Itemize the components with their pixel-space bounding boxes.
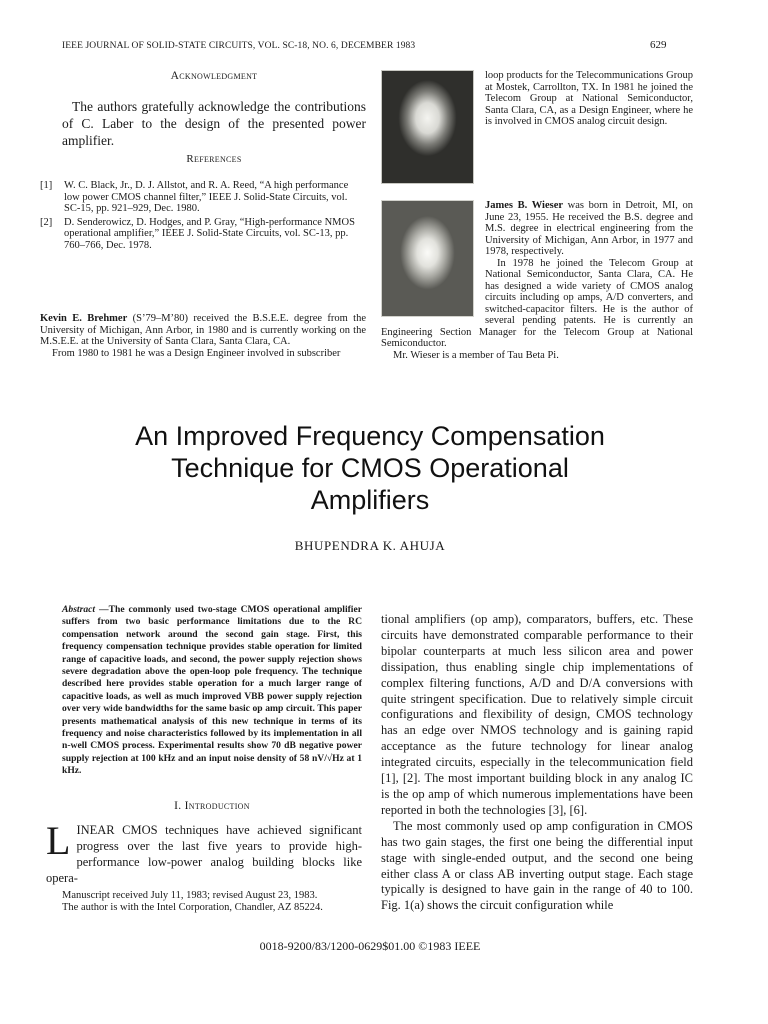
title-line: An Improved Frequency Compensation [135,421,605,451]
body-paragraph: tional amplifiers (op amp), comparators, buffers, etc. These circuits have demonstrated comparable performance to their bipolar counterparts at much less silicon area and power dissipation, thus enabling single chip implementations of complex filtering functions, A/D and D/A conversions with quite stringent specification. Due to relatively simple circuit configurations and flexibility of design, CMOS technology has an edge over NMOS technology and is gaining rapid acceptance as the future technology for linear analog integrated circuits, especially in the telecommunication field [1], [2]. The most important building block in any analog IC is the op amp of which numerous implementations have been reported in both the technologies [3], [6]. [381,612,693,817]
title-line: Amplifiers [310,485,430,515]
author-photo-brehmer [381,70,474,184]
bio-text: was born in Detroit, MI, on June 23, 1955. He received the B.S. degree and M.S. degree in electrical engineering from the University of Michigan, Ann Arbor, in 1977 and 1978, respectively. [485,200,693,257]
references-list [40,180,366,253]
introduction-heading: I. Introduction [174,800,250,812]
body-paragraph: The most commonly used op amp configuration in CMOS has two gain stages, the first one being the differential input stage with single-ended output, and the second one being either class A or class AB inverting output stage. Each stage typically is designed to have gain in the range of 40 to 100. Fig. 1(a) shows the circuit configuration while [381,818,693,913]
acknowledgment-text: The authors gratefully acknowledge the contributions of C. Laber to the design of the presented power amplifier. [62,99,366,148]
bio-author-name: Kevin E. Brehmer [40,313,128,324]
reference-item [40,217,366,252]
footnote [62,890,362,913]
acknowledgment-heading: Acknowledgment [170,70,258,82]
abstract-label: Abstract [62,604,96,615]
copyright-line: 0018-9200/83/1200-0629$01.00 ©1983 IEEE [259,939,481,953]
photo-wrap-spacer [381,200,485,322]
bio-text-membership: Mr. Wieser is a member of Tau Beta Pi. [393,349,559,361]
footnote-received: Manuscript received July 11, 1983; revised August 23, 1983. [62,890,318,901]
bio-text-continued: From 1980 to 1981 he was a Design Engineer involved in subscriber [52,347,341,359]
title-line: Technique for CMOS Operational [171,453,569,483]
drop-cap: L [46,818,71,863]
reference-text: W. C. Black, Jr., D. J. Allstot, and R. A. Reed, “A high performance low power CMOS channel filter,” IEEE J. Solid-State Circuits, vol. SC-15, pp. 921–929, Dec. 1980. [64,180,349,214]
running-header: IEEE JOURNAL OF SOLID-STATE CIRCUITS, VOL. SC-18, NO. 6, DECEMBER 1983 [62,41,416,51]
reference-number: [2] [40,216,53,228]
right-column-text [381,612,693,914]
bio-brehmer-continuation: loop products for the Telecommunications Group at Mostek, Carrollton, TX. In 1981 he joined the Telecom Group at National Semiconductor, Santa Clara, CA, as a Design Engineer, where he is involved in CMOS analog circuit design. [485,70,693,127]
reference-text: D. Senderowicz, D. Hodges, and P. Gray, “High-performance NMOS operational amplifier,” IEEE J. Solid-State Circuits, vol. SC-13, pp. 760–766, Dec. 1978. [64,216,355,251]
references-heading: References [186,153,242,165]
article-author: BHUPENDRA K. AHUJA [294,538,446,553]
page-number: 629 [650,39,667,51]
reference-number: [1] [40,180,53,191]
article-title [40,420,700,516]
bio-text: (S’79–M’80) received the B.S.E.E. degree from the University of Michigan, Ann Arbor, in 1980 and is currently working on the M.S.E.E. at the University of Santa Clara, Santa Clara, CA. [40,313,366,347]
introduction-text [46,818,362,887]
footnote-affiliation: The author is with the Intel Corporation, Chandler, AZ 85224. [62,901,323,913]
bio-text-continued: In 1978 he joined the Telecom Group at National Semiconductor, Santa Clara, CA. He has designed a wide variety of CMOS analog circuits including op amps, A/D converters, and switched-capacitor filters. He is the author of several pending patents. He is currently an Engineering Section Manager for the Telecom Group at National Semiconductor. [381,257,693,349]
bio-brehmer [40,313,366,359]
bio-wieser [381,200,693,361]
reference-item [40,180,366,215]
introduction-paragraph: INEAR CMOS techniques have achieved significant progress over the last five years to provide high-performance low-power analog building blocks like opera- [46,823,362,885]
abstract [62,604,362,778]
abstract-text: —The commonly used two-stage CMOS operational amplifier suffers from two basic performance limitations due to the RC compensation network around the second gain stage. First, this frequency compensation technique provides stable operation for limited range of capacitive loads, and second, the power supply rejection shows severe degradation above the open-loop pole frequency. The technique described here provides stable operation for a much larger range of capacitive loads, as well as much improved VBB power supply rejection over very wide bandwidths for the same basic op amp circuit. This paper presents mathematical analysis of this new technique in terms of its frequency and noise characteristics followed by its implementation in all n-well CMOS process. Experimental results show 70 dB negative power supply rejection at 100 kHz and an input noise density of 58 nV/√Hz at 1 kHz. [62,604,362,777]
bio-author-name: James B. Wieser [485,200,564,211]
